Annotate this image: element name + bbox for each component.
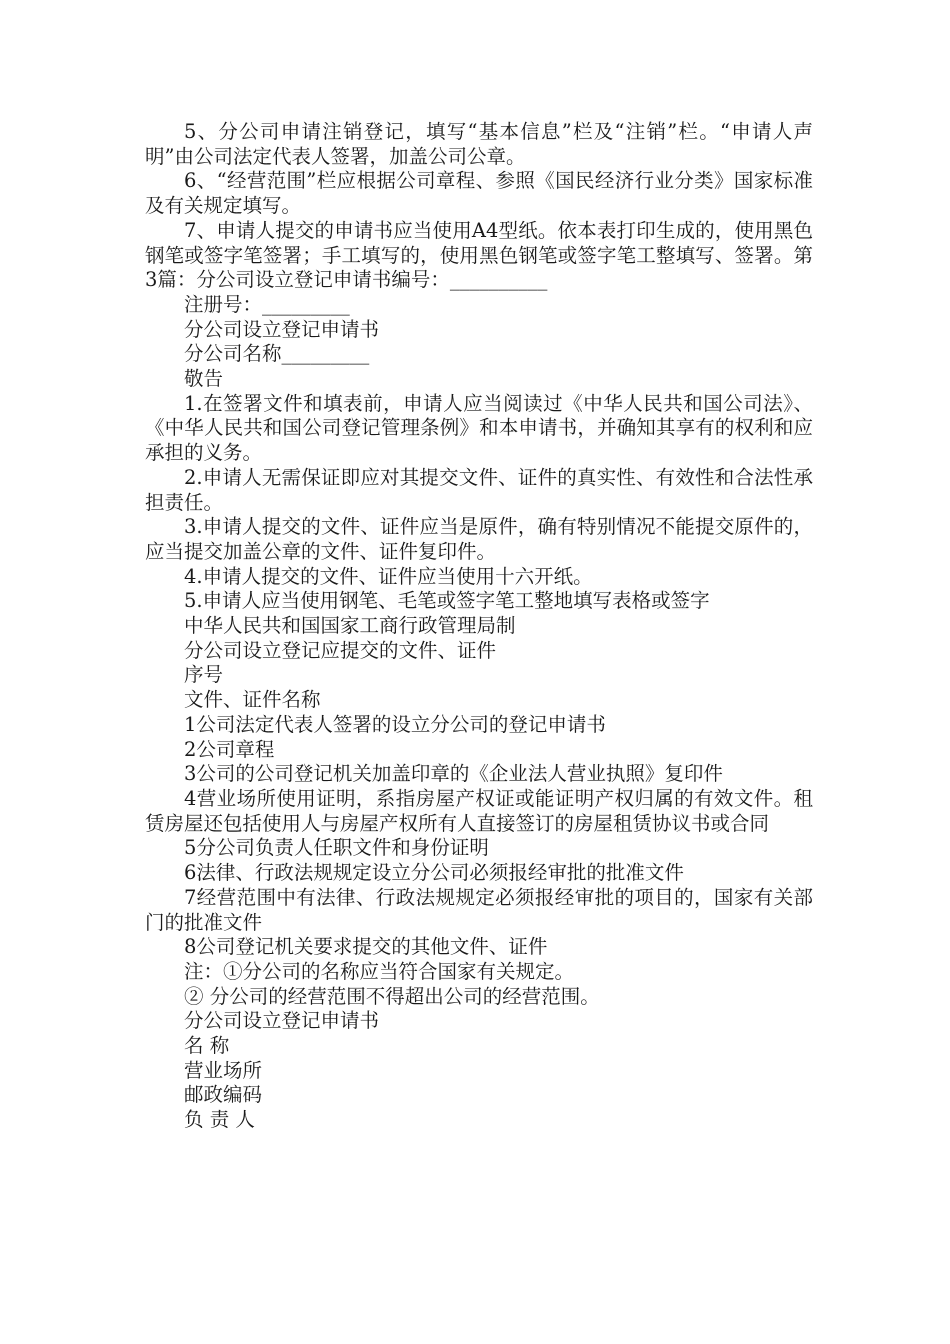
- issuer-line: 中华人民共和国国家工商行政管理局制: [184, 614, 516, 638]
- field-label-name: 名 称: [184, 1034, 230, 1058]
- file-item: 3公司的公司登记机关加盖印章的《企业法人营业执照》复印件: [184, 762, 723, 786]
- field-label-premises: 营业场所: [184, 1058, 263, 1082]
- notice-item: 4.申请人提交的文件、证件应当使用十六开纸。: [184, 564, 593, 588]
- document-page: [145, 120, 813, 1133]
- notice-item: 3.申请人提交的文件、证件应当是原件，确有特别情况不能提交原件的，应当提交加盖公章的文件、证件复印件。: [145, 515, 813, 563]
- paragraph-business-scope: 6、“经营范围”栏应根据公司章程、参照《国民经济行业分类》国家标准及有关规定填写。: [145, 169, 813, 218]
- paragraph-paper-size: 7、申请人提交的申请书应当使用A4型纸。依本表打印生成的，使用黑色钢笔或签字笔签署；手工填写的，使用黑色钢笔或签字笔工整填写、签署。第3篇：分公司设立登记申请书编号：__________: [145, 218, 813, 292]
- field-label-manager: 负 责 人: [184, 1108, 255, 1132]
- file-item: 4营业场所使用证明，系指房屋产权证或能证明产权归属的有效文件。租赁房屋还包括使用人与房屋产权所有人直接签订的房屋租赁协议书或合同: [145, 786, 813, 835]
- registration-number-line: 注册号：_________: [184, 292, 350, 316]
- notice-item: 2.申请人无需保证即应对其提交文件、证件的真实性、有效性和合法性承担责任。: [145, 465, 813, 514]
- file-item: 5分公司负责人任职文件和身份证明: [184, 836, 489, 860]
- paragraph-cancellation: 5、分公司申请注销登记，填写“基本信息”栏及“注销”栏。“申请人声明”由公司法定代表人签署，加盖公司公章。: [145, 120, 813, 168]
- file-item: 2公司章程: [184, 737, 275, 761]
- files-section-title: 分公司设立登记应提交的文件、证件: [184, 638, 497, 662]
- form-title: 分公司设立登记申请书: [184, 1009, 380, 1033]
- note-line: ② 分公司的经营范围不得超出公司的经营范围。: [184, 984, 600, 1008]
- notice-item: 5.申请人应当使用钢笔、毛笔或签字笔工整地填写表格或签字: [184, 589, 710, 613]
- file-item: 7经营范围中有法律、行政法规规定必须报经审批的项目的，国家有关部门的批准文件: [145, 885, 813, 934]
- field-label-postcode: 邮政编码: [184, 1083, 263, 1107]
- notice-heading: 敬告: [184, 367, 224, 391]
- form-title: 分公司设立登记申请书: [184, 317, 380, 341]
- branch-name-line: 分公司名称_________: [184, 342, 370, 366]
- notice-item: 1.在签署文件和填表前，申请人应当阅读过《中华人民共和国公司法》、《中华人民共和国公司登记管理条例》和本申请书，并确知其享有的权利和应承担的义务。: [145, 391, 813, 465]
- file-item: 8公司登记机关要求提交的其他文件、证件: [184, 935, 548, 959]
- column-header-name: 文件、证件名称: [184, 688, 321, 712]
- file-item: 1公司法定代表人签署的设立分公司的登记申请书: [184, 712, 606, 736]
- column-header-number: 序号: [184, 663, 224, 687]
- note-line: 注：①分公司的名称应当符合国家有关规定。: [184, 959, 575, 983]
- file-item: 6法律、行政法规规定设立分公司必须报经审批的批准文件: [184, 861, 684, 885]
